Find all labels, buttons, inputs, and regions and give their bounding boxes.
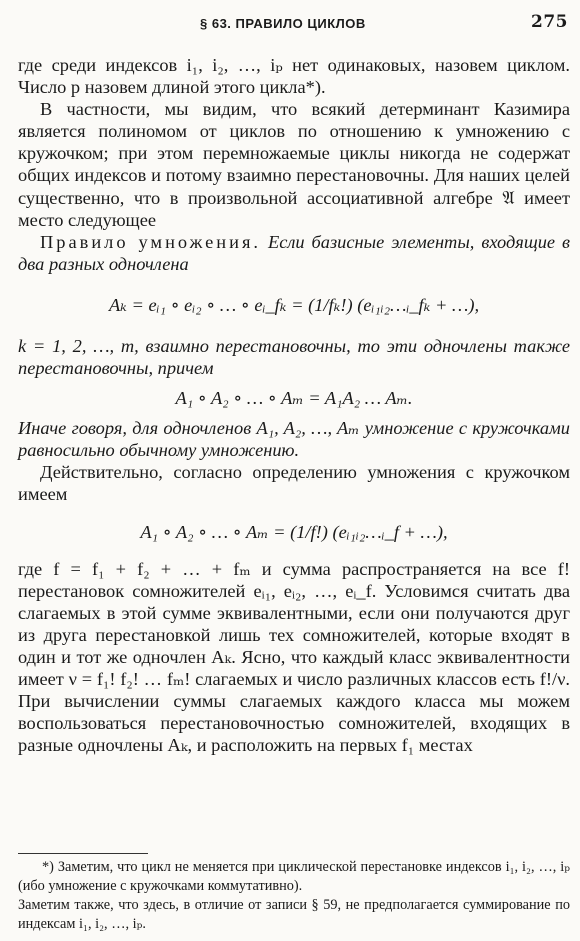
rule-paragraph [18, 231, 570, 275]
formula-2 [18, 379, 570, 417]
formula-1-text: Aₖ = eᵢ₁ ∘ eᵢ₂ ∘ … ∘ eᵢ_fₖ = (1/fₖ!) (eᵢ₁ᵢ₂…ᵢ_fₖ + …), [108, 294, 480, 315]
paragraph-6: где f = f₁ + f₂ + … + fₘ и сумма распространяется на все f! перестановок сомножителей eᵢ₁, eᵢ₂, …, eᵢ_f. Условимся считать два слагаемых в этой сумме эквивалентными, если они получаются друг из друга перестановкой лишь тех сомножителей, которые входят в один и тот же одночлен Aₖ. Ясно, что каждый класс эквивалентности имеет ν = f₁! f₂! … fₘ! слагаемых и число различных классов есть f!/ν. При вычислении суммы слагаемых каждого класса мы можем воспользоваться перестановочностью сомножителей, входящих в разные одночлены Aₖ, и расположить на первых f₁ местах [18, 558, 570, 756]
paragraph-4 [18, 417, 570, 461]
paragraph-4-text: Иначе говоря, для одночленов A₁, A₂, …, Aₘ умножение с кружочками равносильно обычному умножению. [18, 418, 570, 461]
formula-1 [18, 275, 570, 335]
paragraph-5: Действительно, согласно определению умножения с кружочком имеем [18, 462, 570, 505]
paragraph-2: В частности, мы видим, что всякий детерминант Казимира является полиномом от циклов по отношению к умножению с кружочком; при этом перемножаемые циклы никогда не содержат общих индексов и потому взаимно перестановочны. Для наших целей существенно, что в произвольной ассоциативной алгебре 𝔄 имеет место следующее [18, 99, 570, 230]
footnote-line-2: Заметим также, что здесь, в отличие от записи § 59, не предполагается суммирование по индексам i₁, i₂, …, iₚ. [18, 897, 570, 932]
main-text [18, 54, 570, 756]
footnote-line-1: *) Заметим, что цикл не меняется при циклической перестановке индексов i₁, i₂, …, iₚ (ибо умножение с кружочками коммутативно). [18, 859, 570, 894]
paragraph-1: где среди индексов i₁, i₂, …, iₚ нет одинаковых, назовем циклом. Число p назовем длиной этого цикла*). [18, 55, 570, 98]
paragraph-3-text: k = 1, 2, …, m, взаимно перестановочны, то эти одночлены также перестановочны, причем [18, 335, 570, 379]
page-number: 275 [531, 12, 568, 32]
rule-name: Правило умножения. [40, 231, 262, 252]
footnote-divider [18, 853, 148, 854]
running-header [0, 10, 580, 40]
formula-2-text: A₁ ∘ A₂ ∘ … ∘ Aₘ = A₁A₂ … Aₘ. [175, 388, 413, 409]
section-title: § 63. ПРАВИЛО ЦИКЛОВ [200, 16, 366, 31]
rule-text: Если базисные элементы, входящие в два разных одночлена [18, 231, 571, 274]
footnote [18, 858, 570, 934]
formula-3 [18, 506, 570, 558]
paragraph-3 [18, 335, 570, 379]
formula-3-text: A₁ ∘ A₂ ∘ … ∘ Aₘ = (1/f!) (eᵢ₁ᵢ₂…ᵢ_f + …), [140, 521, 448, 542]
